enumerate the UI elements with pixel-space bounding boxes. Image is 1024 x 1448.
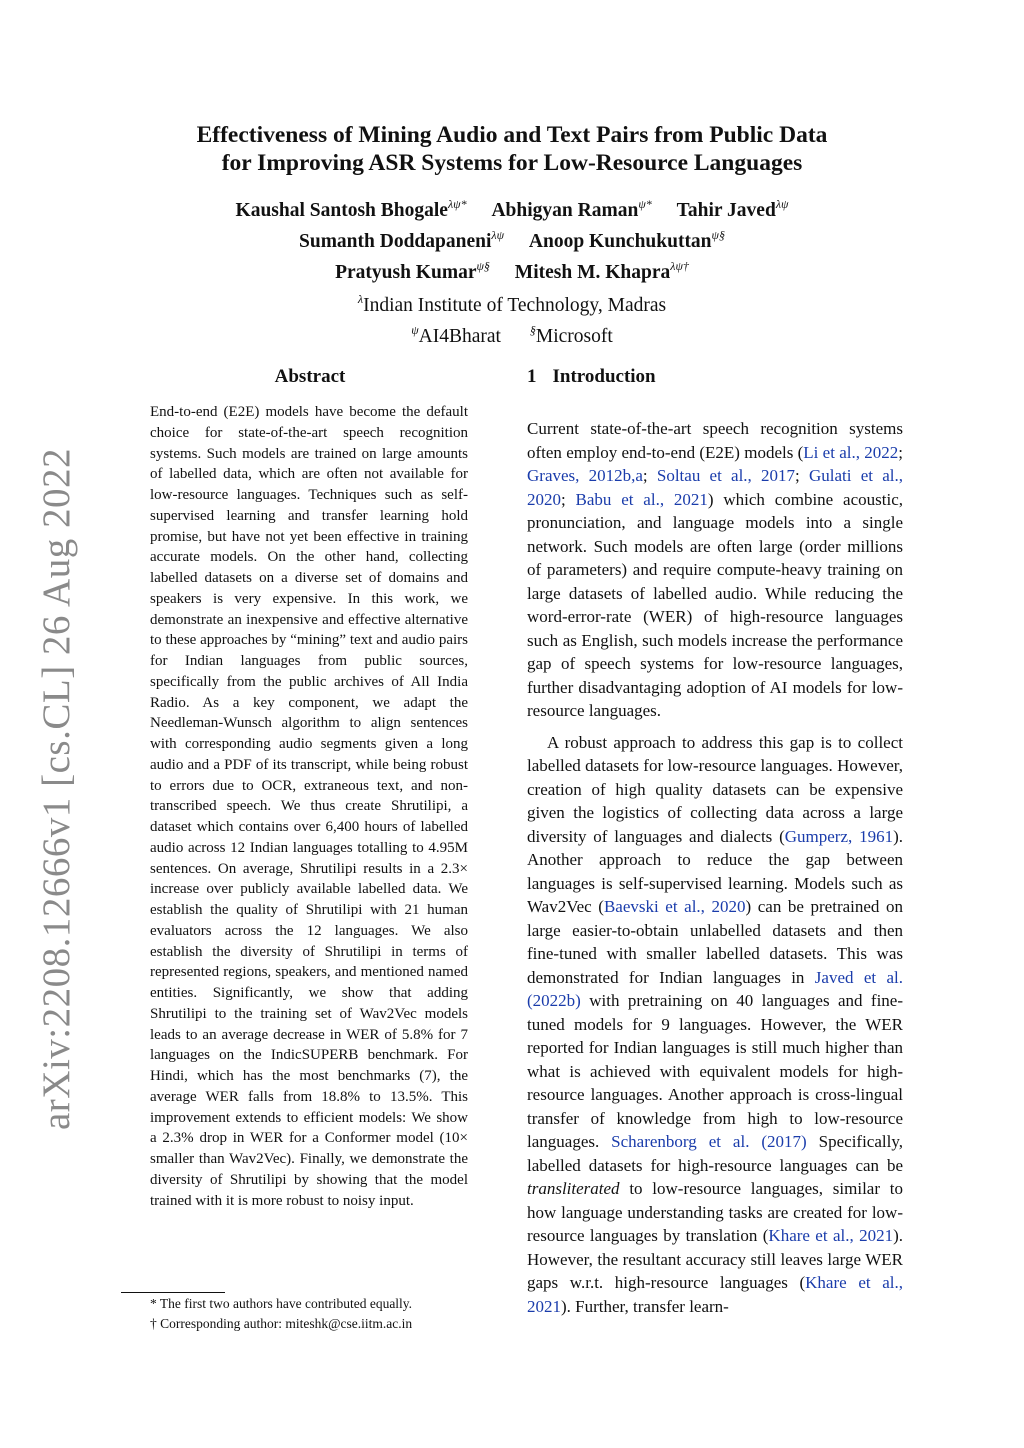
title-line-1: Effectiveness of Mining Audio and Text Pairs from Public Data	[196, 122, 828, 148]
title-line-2: for Improving ASR Systems for Low-Resource Languages	[221, 150, 803, 176]
affiliation-line	[120, 318, 904, 349]
citation-link[interactable]: Khare et al., 2021	[768, 1226, 894, 1245]
intro-paragraph-1: Current state-of-the-art speech recognition systems often employ end-to-end (E2E) models (Li et al., 2022; Graves, 2012b,a; Soltau et al., 2017; Gulati et al., 2020; Babu et al., 2021) which combine acoustic, pronunciation, and language models into a single network. Such models are often large (order millions of parameters) and require compute-heavy training on large datasets of labelled audio. While reducing the word-error-rate (WER) of high-resource languages such as English, such models increase the performance gap of speech systems for low-resource languages, further disadvantaging adoption of AI models for low-resource languages.	[527, 419, 903, 720]
citation-link[interactable]: Baevski et al., 2020	[603, 897, 746, 916]
footnote-corresponding-author: † Corresponding author: miteshk@cse.iitm.ac.in	[150, 1316, 413, 1331]
section-heading-introduction	[527, 366, 907, 388]
citation-link[interactable]: Soltau et al., 2017	[656, 466, 796, 485]
author: Mitesh M. Khapra$^{\lambda\psi\dagger}$	[514, 259, 689, 283]
footnotes	[150, 1294, 480, 1334]
author: Pratyush Kumar$^{\psi\S}$	[335, 259, 490, 283]
author: Kaushal Santosh Bhogale$^{\lambda\psi*}$	[235, 197, 467, 221]
citation-link[interactable]: Gulati et al., 2020	[527, 466, 903, 509]
abstract-heading: Abstract	[274, 366, 346, 387]
citation-link[interactable]: Graves, 2012b,a	[527, 466, 643, 485]
author-list	[120, 192, 904, 285]
affiliation-microsoft: §Microsoft	[529, 323, 613, 347]
author-line	[120, 254, 904, 285]
citation-link[interactable]: Khare et al., 2021	[527, 1273, 903, 1316]
affiliation-line	[120, 287, 904, 318]
paper-title	[120, 121, 904, 177]
section-title: Introduction	[552, 366, 656, 387]
citation-link[interactable]: Scharenborg et al. (2017)	[611, 1132, 807, 1151]
citation-link[interactable]: Babu et al., 2021	[575, 489, 708, 509]
affiliations	[120, 287, 904, 349]
citation-link[interactable]: Gumperz, 1961	[784, 826, 894, 846]
author: Tahir Javed$^{\lambda\psi}$	[676, 197, 789, 221]
section-number: 1	[527, 366, 537, 387]
introduction-body	[527, 417, 903, 1318]
author: Abhigyan Raman$^{\psi*}$	[491, 197, 652, 221]
affiliation-ai4bharat: $^\psi$AI4Bharat	[411, 323, 501, 347]
intro-paragraph-2: A robust approach to address this gap is to collect labelled datasets for low-resource languages. However, creation of high quality datasets can be expensive given the logistics of collecting data across a large diversity of languages and dialects (Gumperz, 1961). Another approach to reduce the gap between languages is self-supervised learning. Models such as Wav2Vec (Baevski et al., 2020) can be pretrained on large easier-to-obtain unlabelled datasets and then fine-tuned with smaller labelled datasets. This was demonstrated for Indian languages in Javed et al. (2022b) with pretraining on 40 languages and fine-tuned models for 9 languages. However, the WER reported for Indian languages is still much higher than what is achieved with equivalent models for high-resource languages. Another approach is cross-lingual transfer of knowledge from high to low-resource languages. Scharenborg et al. (2017) Specifically, labelled datasets for high-resource languages can be transliterated to low-resource languages, similar to how language understanding tasks are created for low-resource languages by translation (Khare et al., 2021). However, the resultant accuracy still leaves large WER gaps w.r.t. high-resource languages (Khare et al., 2021). Further, transfer learn-	[527, 732, 904, 1316]
citation-link[interactable]: Javed et al. (2022b)	[527, 967, 903, 1010]
footnote-divider	[121, 1292, 225, 1293]
abstract-text: End-to-end (E2E) models have become the default choice for state-of-the-art speech recognition systems. Such models are trained on large amounts of labelled data, which are often not available for low-resource languages. Techniques such as self-supervised learning and transfer learning hold promise, but have not yet been effective in training accurate models. On the other hand, collecting labelled datasets on a diverse set of domains and speakers is very expensive. In this work, we demonstrate an inexpensive and effective alternative to these approaches by “mining” text and audio pairs for Indian languages from public sources, specifically from the public archives of All India Radio. As a key component, we adapt the Needleman-Wunsch algorithm to align sentences with corresponding audio segments given a long audio and a PDF of its transcript, while being robust to errors due to OCR, extraneous text, and non-transcribed speech. We thus create Shrutilipi, a dataset which contains over 6,400 hours of labelled audio across 12 Indian languages totalling to 4.95M sentences. On average, Shrutilipi results in a 2.3× increase over publicly available labelled data. We establish the quality of Shrutilipi with 21 human evaluators across the 12 languages. We also establish the diversity of Shrutilipi in terms of represented regions, speakers, and mentioned named entities. Significantly, we show that adding Shrutilipi to the training set of Wav2Vec models leads to an average decrease in WER of 5.8% for 7 languages on the IndicSUPERB benchmark. For Hindi, which has the most benchmarks (7), the average WER falls from 18.8% to 13.5%. This improvement extends to efficient models: We show a 2.3% drop in WER for a Conformer model (10× smaller than Wav2Vec). Finally, we demonstrate the diversity of Shrutilipi by showing that the model trained with it is more robust to noisy input.	[150, 404, 468, 1209]
affiliation-iit: $^\lambda$Indian Institute of Technology, Madras	[357, 292, 667, 316]
citation-link[interactable]: Li et al., 2022	[803, 442, 899, 462]
author: Anoop Kunchukuttan$^{\psi\S}$	[528, 228, 725, 252]
author-line	[120, 223, 904, 254]
footnote-equal-contribution: * The first two authors have contributed equally.	[150, 1296, 413, 1311]
author: Sumanth Doddapaneni$^{\lambda\psi}$	[299, 228, 505, 252]
author-line	[120, 192, 904, 223]
arxiv-identifier[interactable]: arXiv:2208.12666v1 [cs.CL] 26 Aug 2022	[35, 448, 78, 1130]
